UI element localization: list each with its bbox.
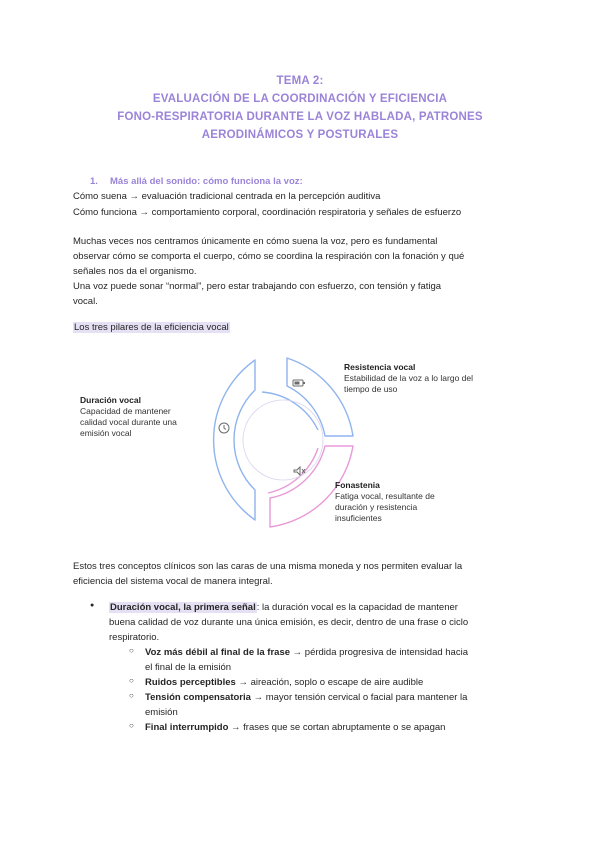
paragraph-line: Muchas veces nos centramos únicamente en cómo suena la voz, pero es fundamental	[73, 236, 438, 247]
sub-bullet-dot: ○	[129, 721, 134, 730]
inner-upper-arc	[262, 392, 318, 430]
inner-lower-arc	[268, 448, 318, 493]
center-hole	[243, 400, 323, 480]
sub-bullet-1-cont: el final de la emisión	[145, 662, 232, 673]
section-line-function: Cómo funciona → comportamiento corporal, coordinación respiratoria y señales de esfuerzo	[73, 207, 462, 218]
sub-bullet-3: Tensión compensatoria → mayor tensión cervical o facial para mantener la	[145, 692, 468, 703]
bullet-line-1: Duración vocal, la primera señal: la duración vocal es la capacidad de mantener	[110, 602, 458, 613]
label-fonastenia: Fonastenia Fatiga vocal, resultante de duración y resistencia insuficientes	[335, 480, 435, 523]
battery-icon	[293, 380, 305, 386]
paragraph-line: vocal.	[73, 296, 98, 307]
title-line-3: AERODINÁMICOS Y POSTURALES	[201, 129, 399, 141]
section-heading-text: Más allá del sonido: cómo funciona la voz:	[110, 176, 303, 187]
bullet-dot: ●	[90, 602, 95, 609]
paragraph-line: Una voz puede sonar “normal”, pero estar trabajando con esfuerzo, con tensión y fatiga	[73, 281, 442, 292]
section-number: 1.	[90, 176, 98, 187]
label-duracion: Duración vocal Capacidad de mantener calidad vocal durante una emisión vocal	[80, 395, 177, 438]
title-topic-number: TEMA 2:	[276, 75, 324, 87]
sub-bullet-dot: ○	[129, 691, 134, 700]
paragraph-line: observar cómo se comporta el cuerpo, cómo se coordina la respiración con la fonación y qué	[73, 251, 465, 262]
title-line-1: EVALUACIÓN DE LA COORDINACIÓN Y EFICIENCIA	[152, 93, 448, 105]
paragraph-line: Estos tres conceptos clínicos son las caras de una misma moneda y nos permiten evaluar la	[73, 561, 463, 572]
duracion-segment	[214, 360, 255, 520]
bullet-line-3: respiratorio.	[109, 632, 160, 643]
paragraph-line: eficiencia del sistema vocal de manera integral.	[73, 576, 273, 587]
sub-bullet-dot: ○	[129, 646, 134, 655]
sub-bullet-3-cont: emisión	[145, 707, 178, 718]
sub-bullet-dot: ○	[129, 676, 134, 685]
sub-bullet-4: Final interrumpido → frases que se cortan abruptamente o se apagan	[145, 722, 446, 733]
label-resistencia: Resistencia vocal Estabilidad de la voz a lo largo del tiempo de uso	[344, 362, 473, 394]
title-line-2: FONO-RESPIRATORIA DURANTE LA VOZ HABLADA, PATRONES	[117, 111, 483, 123]
section-line-sound: Cómo suena → evaluación tradicional centrada en la percepción auditiva	[73, 191, 381, 202]
paragraph-line: señales nos da el organismo.	[73, 266, 197, 277]
pillars-heading: Los tres pilares de la eficiencia vocal	[74, 322, 229, 333]
sub-bullet-1: Voz más débil al final de la frase → pérdida progresiva de intensidad hacia	[145, 647, 468, 658]
sub-bullet-2: Ruidos perceptibles → aireación, soplo o escape de aire audible	[145, 677, 424, 688]
bullet-line-2: buena calidad de voz durante una única emisión, es decir, dentro de una frase o ciclo	[109, 617, 469, 628]
clock-icon	[219, 423, 229, 433]
